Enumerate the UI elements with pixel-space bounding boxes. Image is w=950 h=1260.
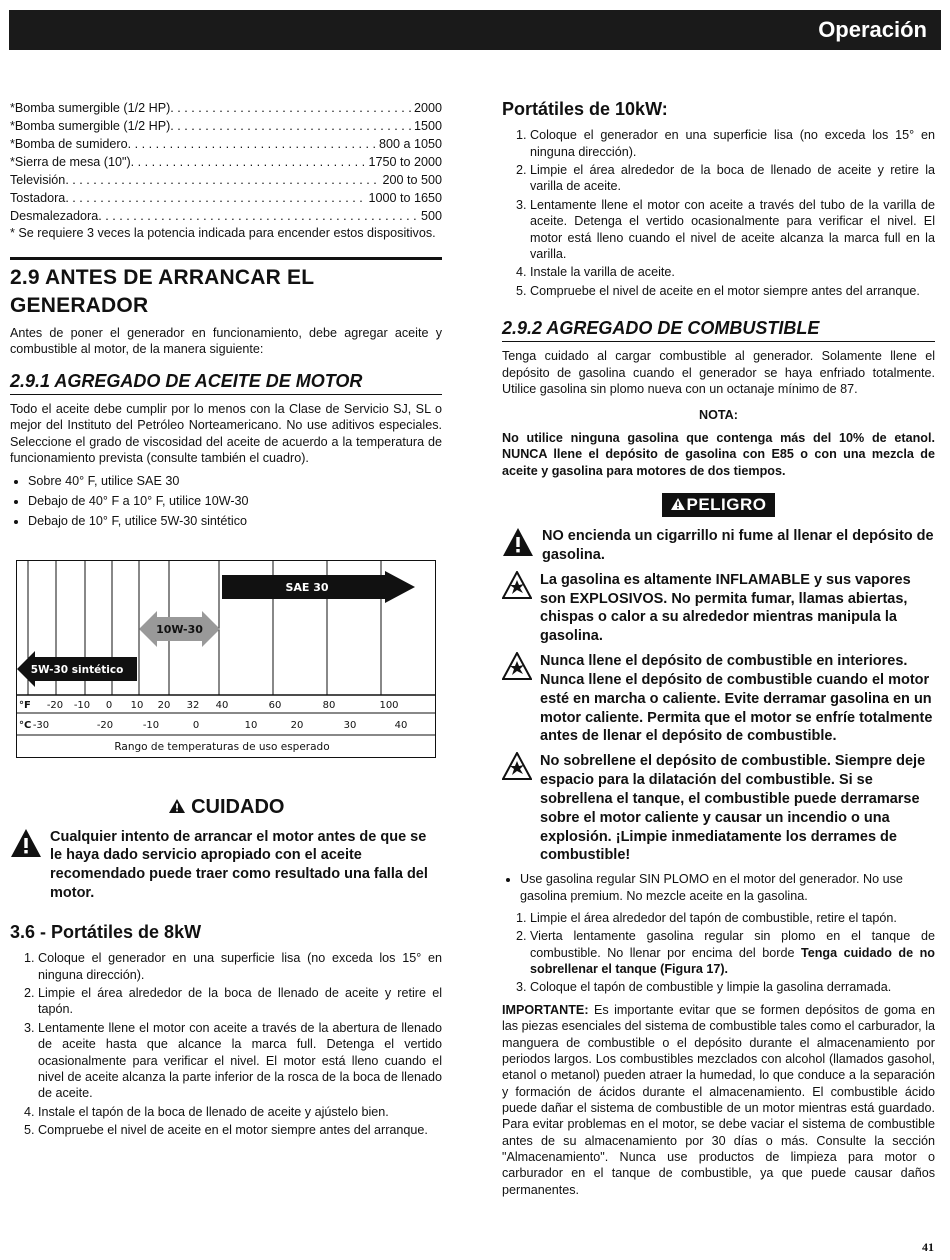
list-item: 1. Limpie el área alrededor del tapón de combustible, retire el tapón. bbox=[530, 910, 935, 926]
list-item: 2. Limpie el área alrededor de la boca de llenado de aceite y retire la varilla de aceite. bbox=[530, 162, 935, 195]
appliance-row bbox=[10, 206, 442, 224]
danger-text: La gasolina es altamente INFLAMABLE y sus vapores son EXPLOSIVOS. No permita fumar, llamas abiertas, chispas o calor a su alrededor mientras manipula la gasolina. bbox=[540, 571, 911, 645]
chart-caption: Rango de temperaturas de uso esperado bbox=[114, 740, 330, 753]
section-3-6-heading: 3.6 - Portátiles de 8kW bbox=[10, 921, 202, 942]
appliance-row bbox=[10, 98, 442, 116]
warning-triangle-icon bbox=[168, 796, 192, 818]
explosion-hazard-icon bbox=[502, 571, 532, 603]
appliance-row bbox=[10, 188, 442, 206]
important-label: IMPORTANTE: bbox=[502, 1002, 589, 1017]
5w30-label: 5W-30 sintético bbox=[30, 663, 124, 676]
appliance-wattage: 200 to 500 bbox=[382, 172, 442, 187]
celsius-tick: 20 bbox=[290, 719, 304, 731]
leader-dots bbox=[128, 136, 377, 152]
list-item: • Use gasolina regular SIN PLOMO en el motor del generador. No use gasolina premium. No mezcle aceite en la gasolina. bbox=[520, 871, 935, 904]
list-item: 2. Limpie el área alrededor de la boca de llenado de aceite y retire el tapón. bbox=[38, 985, 442, 1018]
oil-temperature-chart-svg bbox=[17, 561, 435, 757]
appliance-name: *Bomba de sumidero bbox=[10, 136, 128, 151]
left-column bbox=[10, 98, 442, 1140]
caution-warning bbox=[10, 828, 442, 903]
appliance-wattage: 500 bbox=[420, 208, 442, 223]
section-title: Operación bbox=[818, 17, 927, 42]
appliance-wattage: 1750 to 2000 bbox=[368, 154, 442, 169]
right-column bbox=[502, 98, 935, 1202]
list-item: • Debajo de 40° F a 10° F, utilice 10W-30 bbox=[28, 493, 442, 509]
list-item bbox=[530, 928, 935, 977]
danger-warning bbox=[502, 571, 935, 646]
fahrenheit-tick: -20 bbox=[46, 699, 64, 711]
list-item: 3. Coloque el tapón de combustible y limpie la gasolina derramada. bbox=[530, 979, 935, 995]
appliance-wattage: 1000 to 1650 bbox=[368, 190, 442, 205]
fuel-step-2-bold: Tenga cuidado de no sobrellenar el tanque (Figura 17). bbox=[530, 945, 935, 977]
appliance-name: *Bomba sumergible (1/2 HP) bbox=[10, 100, 171, 115]
warning-triangle-icon bbox=[10, 828, 42, 862]
section-2-9-intro: Antes de poner el generador en funcionamiento, debe agregar aceite y combustible al motor, de la manera siguiente: bbox=[10, 325, 442, 357]
oil-temperature-chart bbox=[16, 560, 436, 758]
leader-dots bbox=[98, 208, 419, 224]
important-text: Es importante evitar que se formen depósitos de goma en las piezas esenciales del sistema de combustible tales como el carburador, la manguera de combustible o el depósito durante el almacenamiento por periodos largos. Los combustibles mezclados con alcohol (llamados gasohol, etanol o metanol) pueden atraer la humedad, lo que conduce a la separación y formación de ácidos durante el almacenamiento. El combustible ácido puede dañar el sistema de combustible de un motor mientras está guardado. Para evitar problemas en el motor, se debe vaciar el sistema de combustible antes de su almacenamiento por 30 días o más. Consulte la sección "Almacenamiento". Nunca use productos de limpieza para motor o carburador en el tanque de combustible, ya que puede causar daños permanentes. bbox=[502, 1002, 935, 1197]
celsius-tick: 10 bbox=[244, 719, 258, 731]
steps-10kw bbox=[502, 127, 935, 299]
section-2-9-1-heading: 2.9.1 AGREGADO DE ACEITE DE MOTOR bbox=[10, 370, 442, 395]
danger-warning bbox=[502, 752, 935, 865]
oil-grade-list bbox=[10, 473, 442, 530]
fahrenheit-tick: 40 bbox=[215, 699, 229, 711]
danger-warning bbox=[502, 652, 935, 746]
fahrenheit-tick: 60 bbox=[268, 699, 282, 711]
caution-heading bbox=[10, 794, 442, 820]
fahrenheit-label: °F bbox=[19, 699, 31, 711]
list-item: • Sobre 40° F, utilice SAE 30 bbox=[28, 473, 442, 489]
fahrenheit-tick: 80 bbox=[322, 699, 336, 711]
celsius-tick: 40 bbox=[394, 719, 408, 731]
steps-8kw bbox=[10, 950, 442, 1138]
10w30-label: 10W-30 bbox=[156, 622, 203, 636]
fuel-steps bbox=[502, 910, 935, 996]
fahrenheit-tick: 32 bbox=[186, 699, 200, 711]
celsius-tick: 0 bbox=[192, 719, 200, 731]
appliance-wattage-list bbox=[10, 98, 442, 224]
appliance-row bbox=[10, 152, 442, 170]
appliance-row bbox=[10, 116, 442, 134]
leader-dots bbox=[65, 172, 380, 188]
important-paragraph bbox=[502, 1002, 935, 1198]
leader-dots bbox=[170, 100, 412, 116]
list-item: 4. Instale el tapón de la boca de llenado de aceite y ajústelo bien. bbox=[38, 1104, 442, 1120]
portable-10kw-heading: Portátiles de 10kW: bbox=[502, 99, 668, 119]
list-item: 1. Coloque el generador en una superficie lisa (no exceda los 15° en ninguna dirección). bbox=[38, 950, 442, 983]
appliance-footnote: * Se requiere 3 veces la potencia indicada para encender estos dispositivos. bbox=[10, 226, 436, 240]
section-2-9-2-heading: 2.9.2 AGREGADO DE COMBUSTIBLE bbox=[502, 317, 935, 342]
warning-triangle-icon bbox=[502, 527, 534, 561]
list-item: 5. Compruebe el nivel de aceite en el motor siempre antes del arranque. bbox=[38, 1122, 442, 1138]
appliance-name: Televisión bbox=[10, 172, 66, 187]
danger-text: Nunca llene el depósito de combustible en interiores. Nunca llene el depósito de combustible cuando el motor esté en marcha o caliente. Evite derramar gasolina en un motor caliente. Permita que el motor se enfríe totalmente antes de llenar el depósito de combustible. bbox=[540, 653, 933, 745]
celsius-tick: -20 bbox=[96, 719, 114, 731]
fuel-step-2-text: Vierta lentamente gasolina regular sin plomo en el tanque de combustible. No llenar por encima del borde bbox=[530, 929, 935, 960]
danger-warning bbox=[502, 527, 935, 565]
appliance-name: *Sierra de mesa (10") bbox=[10, 154, 131, 169]
appliance-wattage: 2000 bbox=[413, 100, 442, 115]
danger-text: NO encienda un cigarrillo ni fume al llenar el depósito de gasolina. bbox=[542, 527, 934, 563]
fahrenheit-tick: 100 bbox=[379, 699, 399, 711]
danger-label: PELIGRO bbox=[686, 494, 767, 514]
list-item: 3. Lentamente llene el motor con aceite a través del tubo de la varilla de aceite. Detenga el vertido ocasionalmente para verificar el nivel. El motor está lleno cuando el nivel de aceite alcanza la marca full en la varilla. bbox=[530, 197, 935, 262]
fahrenheit-tick: 20 bbox=[157, 699, 171, 711]
fuel-intro: Tenga cuidado al cargar combustible al generador. Solamente llene el depósito de gasolina cuando el generador se haya enfriado totalmente. Utilice gasolina sin plomo nueva con un octanaje mínimo de 87. bbox=[502, 349, 935, 397]
page-header bbox=[9, 10, 941, 50]
leader-dots bbox=[131, 154, 367, 170]
list-item: 1. Coloque el generador en una superficie lisa (no exceda los 15° en ninguna dirección). bbox=[530, 127, 935, 160]
page-number: 41 bbox=[922, 1240, 934, 1254]
celsius-label: °C bbox=[19, 719, 32, 731]
section-2-9-heading: 2.9 ANTES DE ARRANCAR EL GENERADOR bbox=[10, 257, 442, 319]
celsius-tick: -30 bbox=[32, 719, 50, 731]
fahrenheit-tick: 0 bbox=[105, 699, 113, 711]
caution-text: Cualquier intento de arrancar el motor antes de que se le haya dado servicio apropiado con el aceite recomendado puede traer como resultado una falla del motor. bbox=[50, 828, 428, 902]
leader-dots bbox=[65, 190, 366, 206]
appliance-wattage: 800 a 1050 bbox=[378, 136, 442, 151]
list-item: 4. Instale la varilla de aceite. bbox=[530, 264, 935, 280]
danger-heading bbox=[502, 493, 935, 517]
celsius-tick: 30 bbox=[343, 719, 357, 731]
appliance-name: Tostadora bbox=[10, 190, 66, 205]
appliance-name: *Bomba sumergible (1/2 HP) bbox=[10, 118, 171, 133]
list-item: • Debajo de 10° F, utilice 5W-30 sintético bbox=[28, 513, 442, 529]
oil-requirements-text: Todo el aceite debe cumplir por lo menos con la Clase de Servicio SJ, SL o mejor del Instituto del Petróleo Norteamericano. No use aditivos especiales. Seleccione el grado de viscosidad del aceite de acuerdo a la temperatura de funcionamiento prevista (consulte también el cuadro). bbox=[10, 402, 442, 466]
caution-label: CUIDADO bbox=[191, 795, 285, 818]
leader-dots bbox=[170, 118, 412, 134]
appliance-row bbox=[10, 134, 442, 152]
explosion-hazard-icon bbox=[502, 652, 532, 684]
sae30-label: SAE 30 bbox=[285, 580, 329, 594]
fahrenheit-tick: 10 bbox=[130, 699, 144, 711]
note-label: NOTA: bbox=[699, 408, 738, 423]
celsius-tick: -10 bbox=[142, 719, 160, 731]
list-item: 3. Lentamente llene el motor con aceite a través de la abertura de llenado de aceite hasta que alcance la marca full. Detenga el vertido ocasionalmente para verificar el nivel. El motor está lleno cuando el nivel de aceite alcanza la parte inferior de la rosca de la boca de llenado de aceite. bbox=[38, 1020, 442, 1102]
warning-triangle-icon bbox=[670, 497, 686, 511]
note-text: No utilice ninguna gasolina que contenga más del 10% de etanol. NUNCA llene el depósito de gasolina con E85 o con una mezcla de aceite y gasolina para motores de dos tiempos. bbox=[502, 430, 935, 478]
explosion-hazard-icon bbox=[502, 752, 532, 784]
appliance-name: Desmalezadora bbox=[10, 208, 99, 223]
danger-text: No sobrellene el depósito de combustible. Siempre deje espacio para la dilatación del combustible. Si se sobrellena el tanque, el combustible puede derramarse sobre el motor caliente y causar un incendio o una explosión. ¡Limpie inmediatamente los derrames de combustible! bbox=[540, 753, 926, 864]
appliance-wattage: 1500 bbox=[413, 118, 442, 133]
appliance-row bbox=[10, 170, 442, 188]
fuel-bullet-list bbox=[502, 871, 935, 904]
list-item: 5. Compruebe el nivel de aceite en el motor siempre antes del arranque. bbox=[530, 283, 935, 299]
fahrenheit-tick: -10 bbox=[73, 699, 91, 711]
